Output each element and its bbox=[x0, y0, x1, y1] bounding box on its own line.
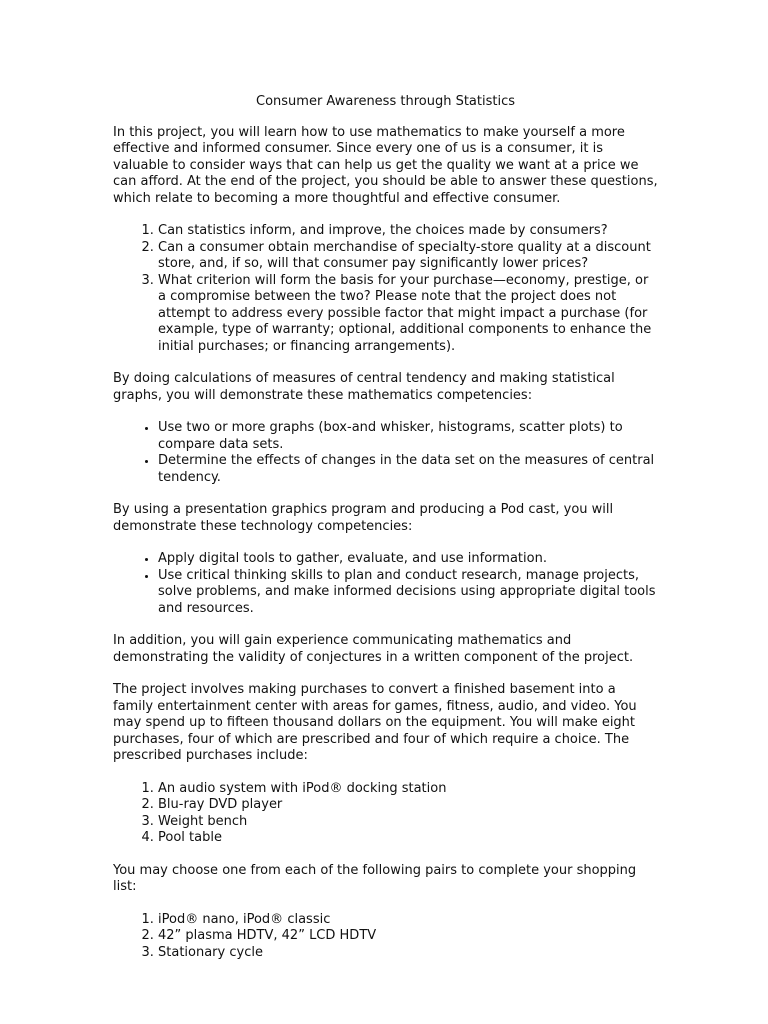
project-description-paragraph: The project involves making purchases to convert a finished basement into a family entertainment center with areas for games, fitness, audio, and video. You may spend up to fifteen thousand dollars on the equipment. You will make eight purchases, four of which are prescribed and four of which require a choice. The prescribed purchases include: bbox=[113, 682, 637, 763]
list-item: • Determine the effects of changes in the data set on the measures of central tendency. bbox=[158, 453, 658, 486]
list-item: • Use two or more graphs (box-and whisker, histograms, scatter plots) to compare data sets. bbox=[158, 420, 658, 453]
addition-paragraph: In addition, you will gain experience communicating mathematics and demonstrating the validity of conjectures in a written component of the project. bbox=[113, 633, 634, 665]
document-body bbox=[113, 94, 658, 977]
choice-pairs-list bbox=[113, 912, 658, 962]
choice-intro-paragraph: You may choose one from each of the following pairs to complete your shopping list: bbox=[113, 862, 637, 894]
tech-intro-paragraph: By using a presentation graphics program and producing a Pod cast, you will demonstrate these technology competencies: bbox=[113, 502, 614, 534]
prescribed-purchases-list bbox=[113, 781, 658, 847]
list-item: 1. An audio system with iPod® docking station bbox=[158, 781, 658, 798]
list-item: 2. 42” plasma HDTV, 42” LCD HDTV bbox=[158, 928, 658, 945]
math-competencies-list bbox=[113, 420, 658, 486]
list-item: 4. Pool table bbox=[158, 830, 658, 847]
list-item: 1. Can statistics inform, and improve, the choices made by consumers? bbox=[158, 223, 658, 240]
list-item: 3. Weight bench bbox=[158, 814, 658, 831]
list-item: 3. What criterion will form the basis for your purchase—economy, prestige, or a compromise between the two? Please note that the project does not attempt to address every possible factor that might impact a purchase (for example, type of warranty; optional, additional components to enhance the initial purchases; or financing arrangements). bbox=[158, 273, 658, 356]
list-item: • Apply digital tools to gather, evaluate, and use information. bbox=[158, 551, 658, 568]
questions-list bbox=[113, 223, 658, 355]
list-item: • Use critical thinking skills to plan and conduct research, manage projects, solve problems, and make informed decisions using appropriate digital tools and resources. bbox=[158, 568, 658, 618]
intro-paragraph: In this project, you will learn how to use mathematics to make yourself a more effective and informed consumer. Since every one of us is a consumer, it is valuable to consider ways that can help us get the quality we want at a price we can afford. At the end of the project, you should be able to answer these questions, which relate to becoming a more thoughtful and effective consumer. bbox=[113, 124, 658, 206]
document-title: Consumer Awareness through Statistics bbox=[256, 94, 515, 109]
tech-competencies-list bbox=[113, 551, 658, 617]
list-item: 2. Can a consumer obtain merchandise of specialty-store quality at a discount store, and, if so, will that consumer pay significantly lower prices? bbox=[158, 240, 658, 273]
list-item: 2. Blu-ray DVD player bbox=[158, 797, 658, 814]
list-item: 3. Stationary cycle bbox=[158, 945, 658, 962]
list-item: 1. iPod® nano, iPod® classic bbox=[158, 912, 658, 929]
math-intro-paragraph: By doing calculations of measures of central tendency and making statistical graphs, you will demonstrate these mathematics competencies: bbox=[113, 371, 615, 403]
